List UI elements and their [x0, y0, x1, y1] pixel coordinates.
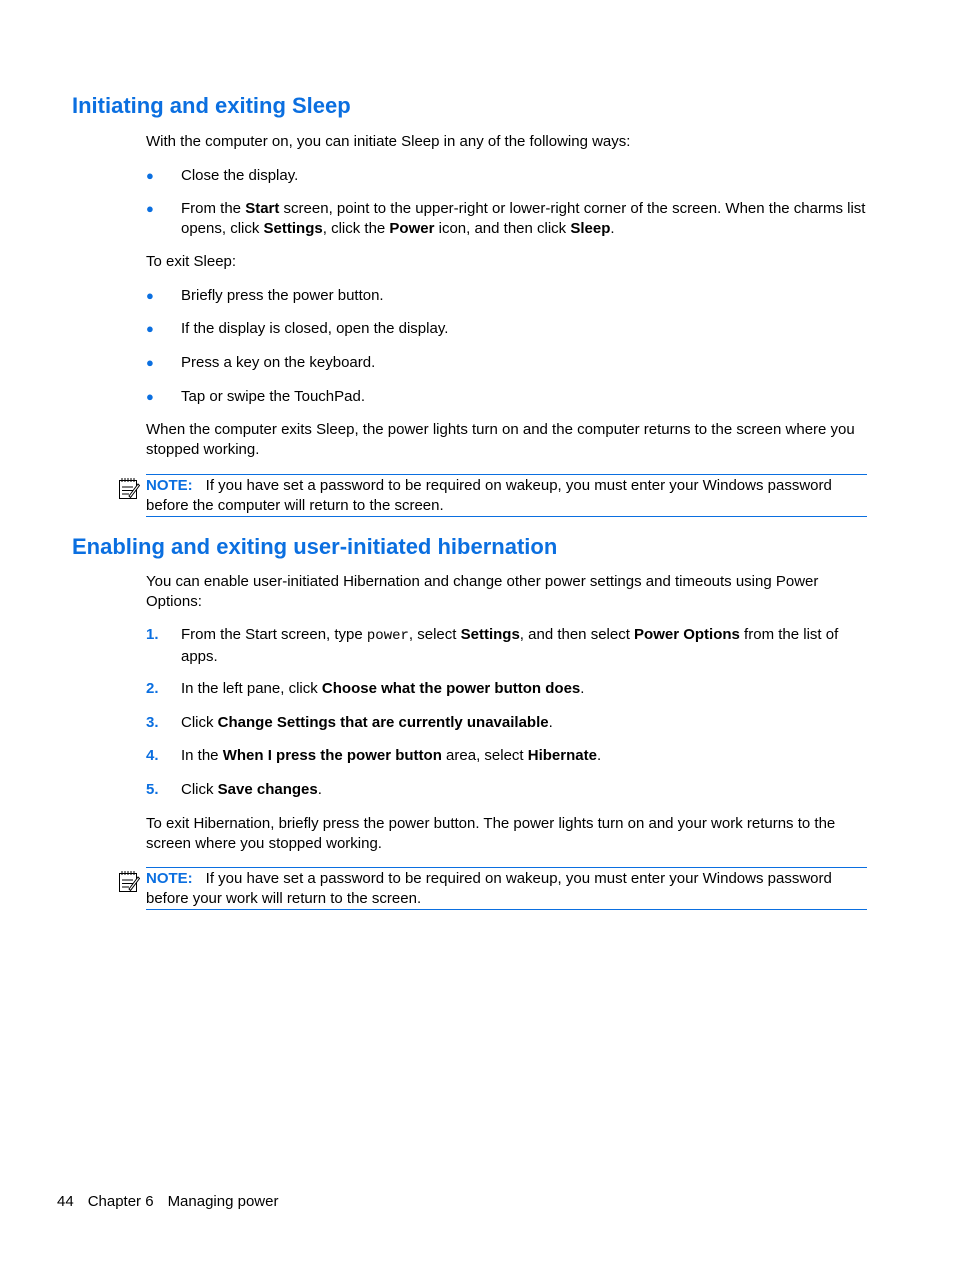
- bold-text: Power Options: [634, 626, 740, 643]
- list-item-text: [181, 679, 868, 699]
- text-run: .: [548, 714, 553, 731]
- step-number: 5.: [146, 781, 159, 798]
- note-pad-icon: [118, 869, 140, 893]
- bullet-marker: ●: [146, 201, 154, 216]
- bold-text: Power: [389, 219, 435, 237]
- section-heading-hibernation: Enabling and exiting user-initiated hibernation: [72, 534, 558, 559]
- list-item: [146, 199, 868, 238]
- list-item: [146, 746, 868, 766]
- bullet-marker: ●: [146, 389, 154, 404]
- text-run: area, select: [441, 747, 528, 764]
- step-number: 4.: [146, 747, 159, 764]
- bold-text: Save changes: [217, 781, 318, 798]
- exit-sleep-intro: To exit Sleep:: [146, 253, 237, 270]
- text-run: From the Start screen, type: [181, 626, 367, 643]
- list-item-text: [181, 625, 868, 666]
- list-item: [146, 625, 868, 666]
- text-run: In the: [181, 747, 223, 764]
- text-run: Click: [181, 714, 218, 731]
- bold-text: Settings: [263, 219, 323, 237]
- section-heading-sleep: Initiating and exiting Sleep: [72, 93, 351, 118]
- text-run: In the left pane, click: [181, 680, 322, 697]
- step-number: 1.: [146, 626, 159, 643]
- text-run: Briefly press the power button.: [181, 287, 384, 304]
- step-number: 3.: [146, 714, 159, 731]
- sleep-intro: With the computer on, you can initiate Sleep in any of the following ways:: [146, 133, 631, 150]
- hibernation-intro: You can enable user-initiated Hibernation and change other power settings and timeouts using Power Options:: [146, 573, 819, 610]
- list-item: [146, 286, 868, 306]
- list-item: [146, 387, 868, 407]
- note-box: [146, 474, 867, 517]
- list-item: [146, 353, 868, 373]
- note-text: If you have set a password to be required on wakeup, you must enter your Windows password before your work will return to the screen.: [146, 870, 832, 907]
- text-run: From the: [181, 200, 246, 217]
- text-run: , select: [408, 626, 461, 643]
- list-item: [146, 319, 868, 339]
- text-run: , and then select: [519, 626, 635, 643]
- chapter-label: Chapter 6: [87, 1193, 154, 1210]
- step-number: 2.: [146, 680, 159, 697]
- list-item-text: [181, 166, 868, 186]
- bullet-marker: ●: [146, 168, 154, 183]
- list-item-text: [181, 713, 868, 733]
- text-run: Tap or swipe the TouchPad.: [181, 388, 366, 405]
- page-footer: [57, 1192, 292, 1211]
- hibernation-exit-description: To exit Hibernation, briefly press the power button. The power lights turn on and your work returns to the screen where you stopped working.: [146, 815, 836, 852]
- list-item-text: [181, 199, 868, 238]
- text-run: from the list of apps.: [181, 626, 839, 665]
- page-number: 44: [57, 1193, 74, 1210]
- text-run: icon, and then click: [434, 219, 571, 237]
- bold-text: Hibernate: [527, 747, 597, 764]
- list-item-text: [181, 353, 868, 373]
- list-item: [146, 780, 868, 800]
- text-run: If the display is closed, open the display.: [181, 320, 449, 337]
- code-text: power: [366, 628, 409, 644]
- note-label: NOTE:: [146, 870, 193, 887]
- text-run: .: [580, 680, 585, 697]
- note-box: [146, 867, 867, 910]
- bold-text: Settings: [460, 626, 520, 643]
- sleep-exit-description: When the computer exits Sleep, the power lights turn on and the computer returns to the screen where you stopped working.: [146, 421, 855, 458]
- text-run: Click: [181, 781, 218, 798]
- bold-text: Change Settings that are currently unavailable: [217, 714, 549, 731]
- bullet-marker: ●: [146, 288, 154, 303]
- list-item: [146, 713, 868, 733]
- bold-text: Sleep: [570, 219, 611, 237]
- list-item: [146, 679, 868, 699]
- text-run: screen, point to the upper-right or lower-right corner of the screen. When the charms list opens, click: [181, 200, 866, 237]
- bold-text: When I press the power button: [222, 747, 442, 764]
- text-run: .: [596, 747, 602, 764]
- note-pad-icon: [118, 476, 140, 500]
- bullet-marker: ●: [146, 355, 154, 370]
- list-item: [146, 166, 868, 186]
- text-run: , click the: [322, 219, 390, 237]
- text-run: .: [610, 219, 615, 237]
- list-item-text: [181, 319, 868, 339]
- text-run: .: [317, 781, 322, 798]
- chapter-title: Managing power: [167, 1193, 279, 1210]
- text-run: Close the display.: [181, 167, 299, 184]
- list-item-text: [181, 286, 868, 306]
- list-item-text: [181, 746, 868, 766]
- bold-text: Choose what the power button does: [321, 680, 581, 697]
- bullet-marker: ●: [146, 321, 154, 336]
- list-item-text: [181, 387, 868, 407]
- list-item-text: [181, 780, 868, 800]
- text-run: Press a key on the keyboard.: [181, 354, 376, 371]
- bold-text: Start: [245, 200, 280, 217]
- note-text: If you have set a password to be required on wakeup, you must enter your Windows password before the computer will return to the screen.: [146, 477, 832, 514]
- note-label: NOTE:: [146, 477, 193, 494]
